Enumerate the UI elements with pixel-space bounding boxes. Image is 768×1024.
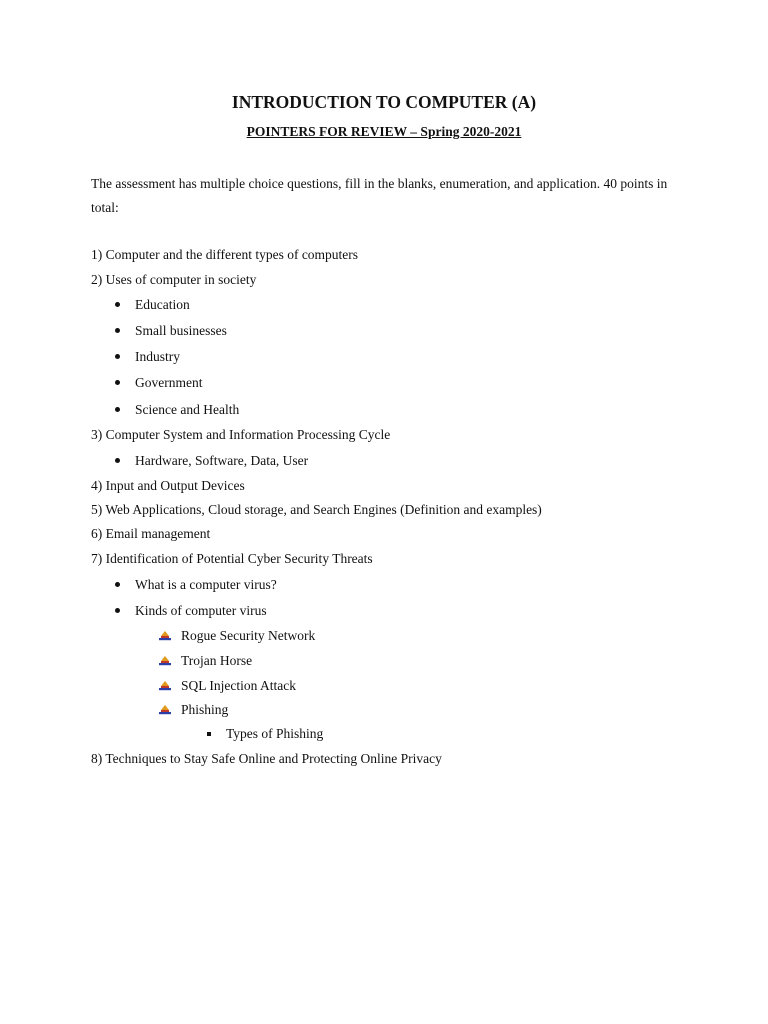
list-item-7-bullet [113,603,267,619]
bullet-text: Industry [135,349,180,364]
sub-list-item [158,702,228,718]
list-item-2-bullet [113,323,227,339]
bullet-dot-icon [115,458,120,463]
sub-list-text: Trojan Horse [181,653,253,668]
list-item-5: 5) Web Applications, Cloud storage, and Search Engines (Definition and examples) [91,502,542,517]
sub-list-item [158,678,296,694]
bullet-text: Education [135,297,190,312]
list-item-7-bullet [113,577,277,593]
document-title: INTRODUCTION TO COMPUTER (A) [231,92,537,112]
bullet-dot-icon [115,407,120,412]
list-item-2-bullet [113,375,202,391]
list-item-2-bullet [113,349,180,365]
list-item-6: 6) Email management [91,526,211,541]
bullet-text: What is a computer virus? [135,577,277,592]
bullet-dot-icon [115,582,120,587]
document-subtitle: POINTERS FOR REVIEW – Spring 2020-2021 [246,124,522,139]
bullet-text: Hardware, Software, Data, User [135,453,309,468]
sub-list-text: Phishing [181,702,229,717]
sub-list-text: SQL Injection Attack [181,678,296,693]
list-item-3-bullet [113,453,308,469]
bullet-text: Science and Health [135,402,240,417]
bullet-dot-icon [115,608,120,613]
sub-list-item [158,653,252,669]
bullet-text: Kinds of computer virus [135,603,267,618]
arrow-bullet-icon [158,630,172,642]
intro-paragraph: The assessment has multiple choice questions, fill in the blanks, enumeration, and application. 40 points in total: [91,176,668,215]
sub-sub-list-item [204,726,323,742]
bullet-text: Government [135,375,203,390]
list-item-2: 2) Uses of computer in society [91,272,257,287]
bullet-dot-icon [115,328,120,333]
bullet-text: Small businesses [135,323,227,338]
bullet-dot-icon [115,354,120,359]
list-item-4: 4) Input and Output Devices [91,478,245,493]
sub-sub-list-text: Types of Phishing [226,726,324,741]
list-item-8: 8) Techniques to Stay Safe Online and Protecting Online Privacy [91,751,442,766]
arrow-bullet-icon [158,655,172,667]
square-bullet-icon [207,732,211,736]
arrow-bullet-icon [158,680,172,692]
list-item-2-bullet [113,402,239,418]
bullet-dot-icon [115,380,120,385]
list-item-2-bullet [113,297,190,313]
arrow-bullet-icon [158,704,172,716]
sub-list-item [158,628,315,644]
bullet-dot-icon [115,302,120,307]
list-item-1: 1) Computer and the different types of computers [91,247,359,262]
list-item-7: 7) Identification of Potential Cyber Security Threats [91,551,373,566]
list-item-3: 3) Computer System and Information Processing Cycle [91,427,391,442]
sub-list-text: Rogue Security Network [181,628,316,643]
